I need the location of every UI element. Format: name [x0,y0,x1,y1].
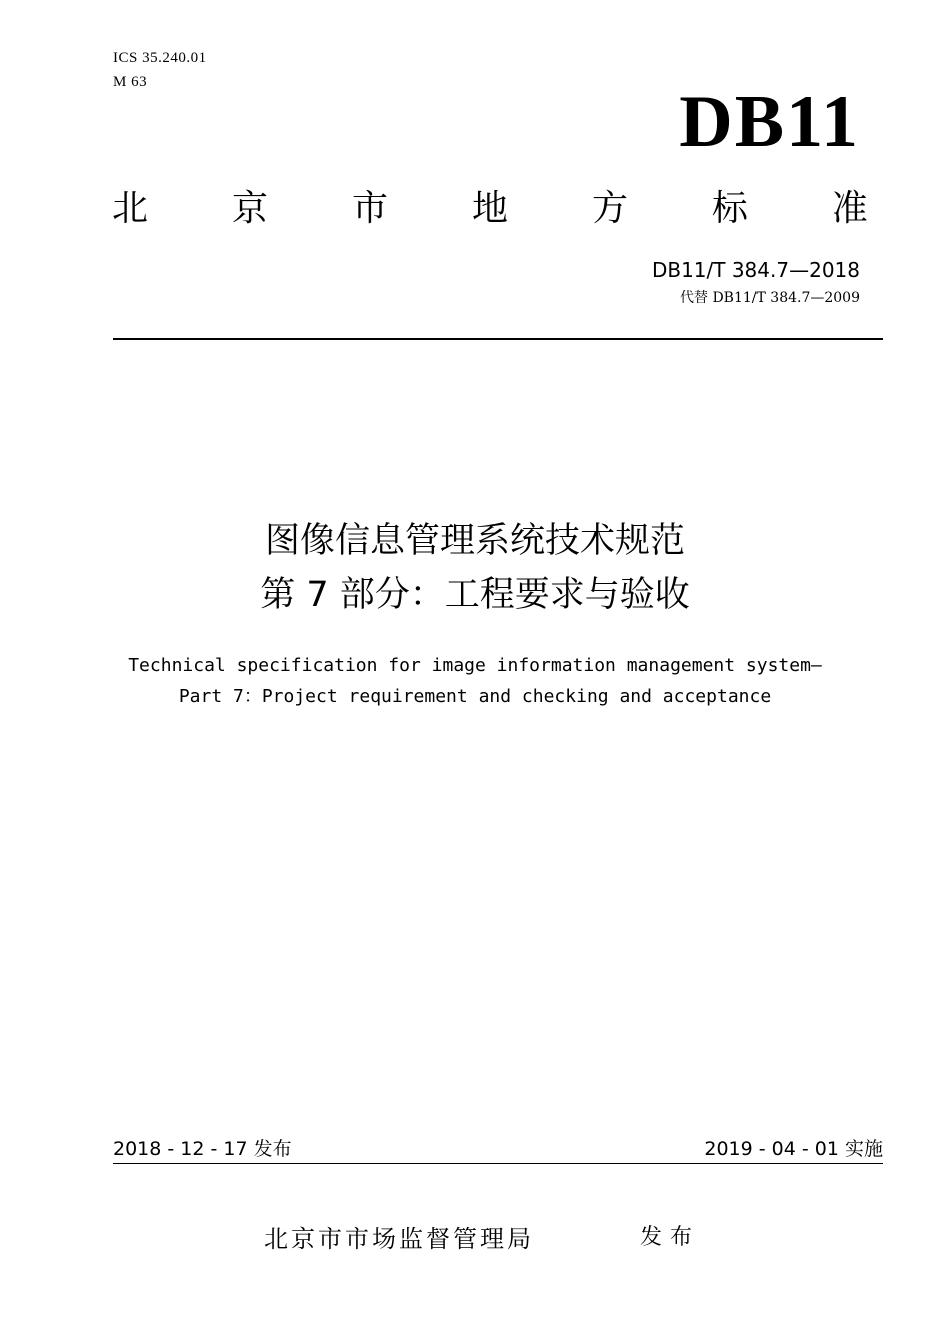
standard-type-char: 标 [711,188,748,229]
footer-divider [113,1163,883,1164]
standard-type-char: 准 [831,188,868,229]
ics-code: ICS 35.240.01 [113,50,207,66]
standard-logo-code: DB11 [679,81,860,163]
standard-type-char: 京 [231,188,268,229]
replaced-standard: 代替 DB11/T 384.7—2009 [680,290,860,306]
standard-number: DB11/T 384.7—2018 [651,258,860,282]
title-chinese-line-2: 第 7 部分：工程要求与验收 [260,575,690,615]
issue-date: 2018 - 12 - 17 发布 [113,1138,292,1160]
title-english-line-2: Part 7：Project requirement and checking and acceptance [178,686,772,707]
classification-codes [113,46,207,94]
issuing-action: 发布 [640,1225,701,1250]
standard-type-char: 市 [351,188,388,229]
title-chinese-line-1: 图像信息管理系统技术规范 [264,521,685,561]
standard-type-heading [112,184,868,234]
header-divider [113,338,883,340]
implementation-date: 2019 - 04 - 01 实施 [704,1138,883,1160]
issuing-authority: 北京市市场监督管理局 [264,1225,534,1253]
standard-type-char: 地 [471,188,508,229]
title-english-line-1: Technical specification for image information management system— [128,655,822,676]
standard-type-char: 方 [591,188,628,229]
ccs-code: M 63 [113,74,148,90]
standard-type-char: 北 [112,188,149,229]
